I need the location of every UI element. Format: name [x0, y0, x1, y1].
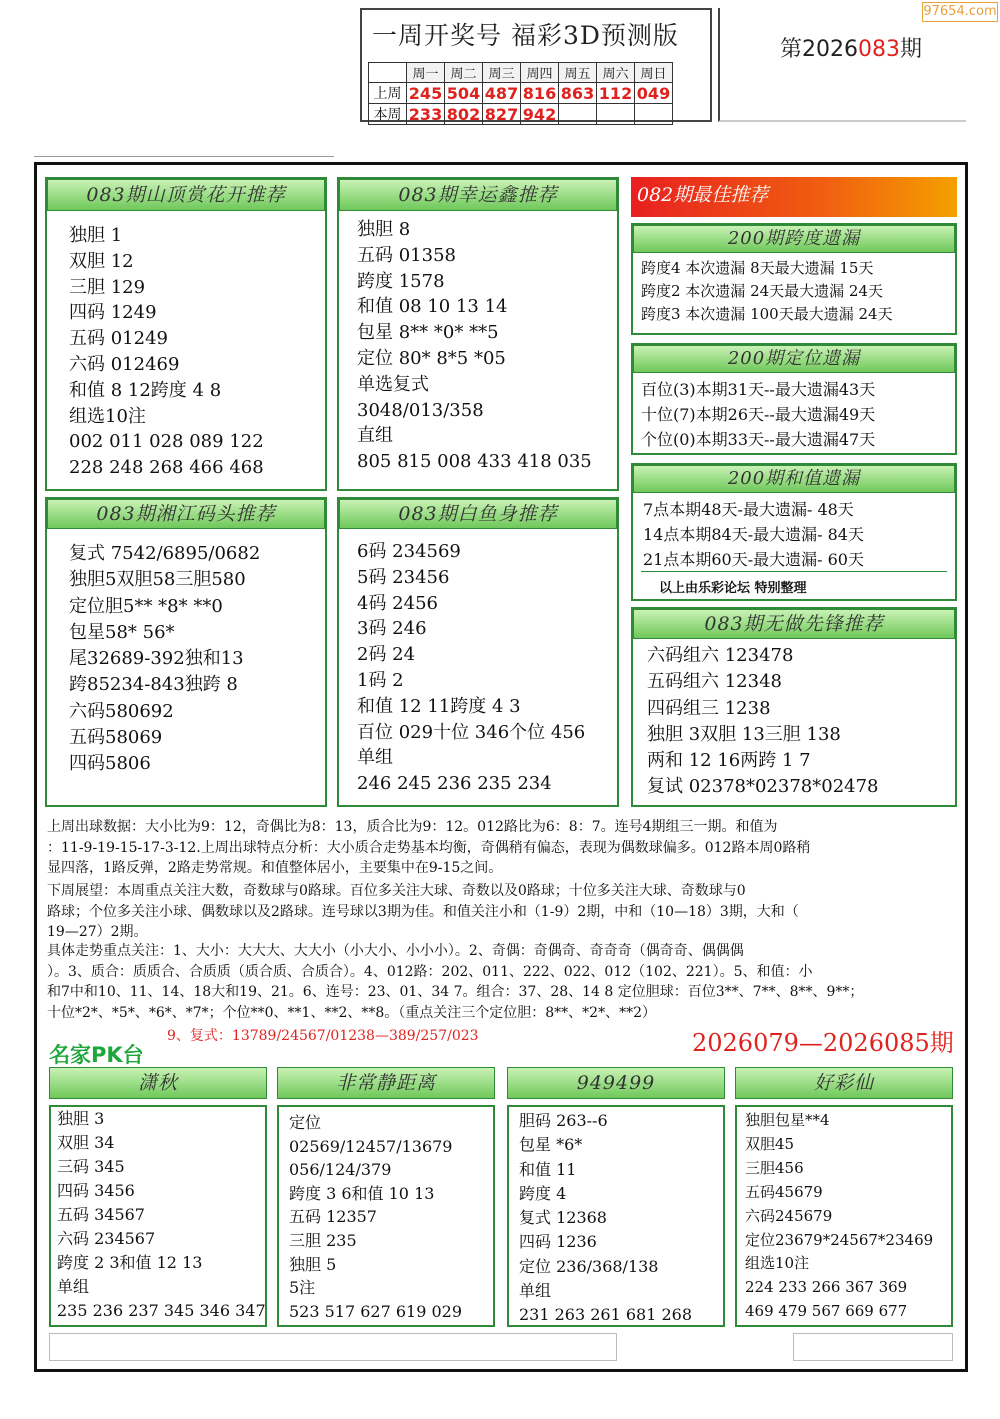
- text-line: 六码245679: [745, 1206, 833, 1225]
- text-line: 包星58* 56*: [69, 621, 175, 643]
- footer-bar: [49, 1333, 617, 1361]
- text-line: 和值 8 12跨度 4 8: [69, 379, 222, 401]
- text-line: 显四落，1路反弹，2路走势常规。和值整体居小，主要集中在9-15之间。: [47, 860, 503, 876]
- issue-box: [718, 8, 966, 122]
- expert-title: 潇秋: [49, 1067, 267, 1099]
- panel-lines: [357, 539, 585, 797]
- expert-panel-949499: [507, 1105, 725, 1327]
- text-line: 双胆45: [745, 1134, 795, 1153]
- draw-number: 863: [559, 83, 597, 104]
- panel-position-omission: [631, 343, 957, 455]
- text-line: 跨度 3 6和值 10 13: [289, 1183, 435, 1203]
- panel-title: 083期湘江码头推荐: [47, 499, 325, 529]
- panel-lines: [519, 1109, 692, 1328]
- text-line: 下周展望：本周重点关注大数，奇数球与0路球。百位多关注大球、奇数以及0路球；十位多关注大球、奇数球与0: [47, 883, 746, 899]
- text-line: 三胆 235: [289, 1230, 357, 1250]
- text-line: 五码 34567: [57, 1205, 145, 1224]
- text-line: 和值 12 11跨度 4 3: [357, 695, 521, 717]
- day-header: 周二: [445, 63, 483, 83]
- text-line: 跨度2 本次遗漏 24天最大遗漏 24天: [641, 282, 884, 300]
- expert-panel-xiaoqiu: [49, 1105, 267, 1327]
- panel-shanding: [45, 177, 327, 491]
- text-line: 单选复式: [357, 373, 429, 395]
- period-range: 2026079—2026085期: [692, 1029, 954, 1057]
- text-line: 231 263 261 681 268: [519, 1305, 693, 1325]
- text-line: 五码 12357: [289, 1207, 377, 1227]
- draw-number: 504: [445, 83, 483, 104]
- panel-xiangjiang: [45, 497, 327, 807]
- issue-number: 第2026083期: [780, 37, 923, 62]
- text-line: 五码 01249: [69, 328, 168, 350]
- text-line: 复式 7542/6895/0682: [69, 543, 261, 564]
- text-line: 定位胆5** *8* **0: [69, 595, 223, 617]
- text-line: 定位 80* 8*5 *05: [357, 347, 506, 369]
- panel-lines: [641, 257, 893, 326]
- text-line: 组选10注: [69, 405, 146, 427]
- text-line: 五码45679: [745, 1182, 823, 1201]
- weekly-draw-title: 一周开奖号 福彩3D预测版: [372, 21, 679, 50]
- text-line: 单组: [57, 1277, 90, 1296]
- panel-title: 200期跨度遗漏: [633, 225, 955, 253]
- panel-title: 083期无做先锋推荐: [633, 609, 955, 639]
- expert-title: 非常静距离: [277, 1067, 495, 1099]
- text-line: 四码 1249: [69, 302, 157, 324]
- text-line: 六码组六 123478: [647, 645, 794, 666]
- weekly-draw-table: [368, 62, 673, 125]
- expert-panel-haocaixian: [735, 1105, 953, 1327]
- draw-number: [597, 104, 635, 125]
- text-line: 五码58069: [69, 727, 163, 749]
- text-line: 三码 345: [57, 1157, 125, 1176]
- panel-title: 200期定位遗漏: [633, 345, 955, 373]
- row-label: 本周: [369, 104, 407, 125]
- text-line: 四码组三 1238: [647, 697, 771, 719]
- text-line: 两和 12 16两跨 1 7: [647, 750, 811, 772]
- panel-title: 083期山顶赏花开推荐: [47, 179, 325, 211]
- text-line: 单组: [357, 747, 393, 769]
- text-line: 5码 23456: [357, 566, 450, 588]
- text-line: 胆码 263--6: [519, 1111, 608, 1130]
- text-line: 2码 24: [357, 644, 416, 666]
- panel-lines: [643, 497, 864, 572]
- text-line: 复试 02378*02378*02478: [647, 776, 879, 798]
- text-line: 独胆 1: [69, 225, 123, 246]
- text-line: 和值 08 10 13 14: [357, 296, 508, 318]
- draw-number: 487: [483, 83, 521, 104]
- expert-title: 949499: [507, 1067, 725, 1099]
- analysis-compound: 9、复式：13789/24567/01238—389/257/023: [167, 1028, 479, 1044]
- analysis-last-week: [47, 817, 959, 879]
- day-header: 周日: [635, 63, 673, 83]
- text-line: 235 236 237 345 346 347: [57, 1301, 266, 1320]
- panel-xingyunxin: [337, 177, 619, 491]
- text-line: 4码 2456: [357, 592, 438, 614]
- text-line: 14点本期84天-最大遗漏- 84天: [643, 525, 864, 544]
- text-line: 十位(7)本期26天--最大遗漏49天: [641, 405, 876, 424]
- draw-number: 802: [445, 104, 483, 125]
- panel-title: 083期幸运鑫推荐: [339, 179, 617, 211]
- text-line: 523 517 627 619 029: [289, 1301, 463, 1321]
- text-line: 双胆 12: [69, 250, 134, 272]
- text-line: 百位 029十位 346个位 456: [357, 721, 586, 743]
- text-line: 21点本期60天-最大遗漏- 60天: [643, 550, 864, 569]
- text-line: 四码 3456: [57, 1181, 135, 1200]
- text-line: 7点本期48天-最大遗漏- 48天: [643, 500, 854, 519]
- text-line: 具体走势重点关注：1、大小：大大大、大大小（小大小、小小小）。2、奇偶：奇偶奇、奇奇奇（偶奇奇、偶偶偶: [47, 943, 744, 959]
- panel-lines: [57, 1107, 266, 1323]
- text-line: 和值 11: [519, 1159, 577, 1179]
- best-recommend-header: 082期最佳推荐: [631, 177, 957, 217]
- panel-title: 200期和值遗漏: [633, 465, 955, 493]
- text-line: 六码 234567: [57, 1229, 156, 1248]
- draw-number: 816: [521, 83, 559, 104]
- text-line: 五码组六 12348: [647, 671, 782, 693]
- analysis-focus: [47, 941, 959, 1023]
- text-line: 单组: [519, 1281, 552, 1301]
- text-line: 百位(3)本期31天--最大遗漏43天: [641, 380, 876, 399]
- text-line: 定位 236/368/138: [519, 1256, 659, 1276]
- panel-wuzuo: [631, 607, 957, 807]
- weekly-draw-box: [360, 8, 712, 122]
- panel-lines: [289, 1111, 462, 1323]
- panel-lines: [641, 377, 875, 452]
- text-line: 四码 1236: [519, 1232, 597, 1252]
- panel-lines: [647, 643, 879, 801]
- text-line: 224 233 266 367 369: [745, 1278, 908, 1297]
- text-line: 十位*2*、*5*、*6*、*7*；个位**0、**1、**2、**8。（重点关注三个定位胆：8**、*2*、**2）: [47, 1004, 656, 1021]
- expert-panel-feichang: [277, 1105, 495, 1327]
- text-line: 跨度 1578: [357, 270, 445, 292]
- row-label: 上周: [369, 83, 407, 104]
- text-line: 246 245 236 235 234: [357, 773, 552, 795]
- draw-number: [635, 104, 673, 125]
- text-line: 6码 234569: [357, 541, 461, 562]
- expert-title: 好彩仙: [735, 1067, 953, 1099]
- text-line: 直组: [357, 425, 393, 447]
- panel-lines: [357, 217, 592, 475]
- draw-number: 112: [597, 83, 635, 104]
- text-line: 独胆 3: [57, 1109, 105, 1128]
- panel-baiyushen: [337, 497, 619, 807]
- source-note: 以上由乐彩论坛 特别整理: [659, 581, 807, 596]
- text-line: 跨度4 本次遗漏 8天最大遗漏 15天: [641, 259, 874, 277]
- draw-number: 942: [521, 104, 559, 125]
- main-frame: [34, 162, 968, 1372]
- text-line: 尾32689-392独和13: [69, 648, 244, 670]
- text-line: 3048/013/358: [357, 399, 484, 421]
- draw-number: 049: [635, 83, 673, 104]
- text-line: 5注: [289, 1278, 316, 1298]
- text-line: 469 479 567 669 677: [745, 1302, 908, 1321]
- text-line: ）。3、质合：质质合、合质质（质合质、合质合）。4、012路：202、011、222、022、012（102、221）。5、和值：小: [47, 963, 813, 980]
- text-line: 六码 012469: [69, 353, 180, 375]
- draw-number: 245: [407, 83, 445, 104]
- day-header: 周四: [521, 63, 559, 83]
- text-line: 056/124/379: [289, 1160, 392, 1180]
- text-line: 上周出球数据：大小比为9：12，奇偶比为8：13，质合比为9：12。012路比为6：8：7。连号4期组三一期。和值为: [47, 819, 778, 835]
- text-line: 组选10注: [745, 1254, 810, 1273]
- day-header: 周六: [597, 63, 635, 83]
- text-line: 六码580692: [69, 700, 174, 722]
- day-header: 周三: [483, 63, 521, 83]
- text-line: 路球；个位多关注小球、偶数球以及2路球。连号球以3期为佳。和值关注小和（1-9）2期，中和（10—18）3期，大和（: [47, 903, 799, 920]
- text-line: 包星 8** *0* **5: [357, 322, 499, 344]
- panel-lines: [69, 541, 260, 778]
- day-header: 周一: [407, 63, 445, 83]
- text-line: 五码 01358: [357, 244, 456, 266]
- text-line: 228 248 268 466 468: [69, 457, 264, 479]
- pk-section-label: 名家PK台: [49, 1043, 144, 1067]
- text-line: 包星 *6*: [519, 1135, 583, 1155]
- footer-bar-right: [793, 1333, 953, 1361]
- text-line: 3码 246: [357, 618, 427, 640]
- draw-number: [559, 104, 597, 125]
- text-line: 复式 12368: [519, 1208, 607, 1228]
- text-line: 双胆 34: [57, 1133, 115, 1152]
- text-line: 三胆 129: [69, 276, 146, 298]
- text-line: 独胆5双胆58三胆580: [69, 569, 246, 591]
- text-line: 02569/12457/13679: [289, 1136, 453, 1156]
- panel-lines: [745, 1109, 933, 1324]
- text-line: 跨85234-843独跨 8: [69, 674, 238, 696]
- divider: [641, 571, 947, 572]
- draw-number: 827: [483, 104, 521, 125]
- panel-title: 083期白鱼身推荐: [339, 499, 617, 529]
- draw-number: 233: [407, 104, 445, 125]
- text-line: 和7中和10、11、14、18大和19、21。6、连号：23、01、34 7。组合：37、28、14 8 定位胆球：百位3**、7**、8**、9**；: [47, 984, 864, 1000]
- text-line: 跨度 4: [519, 1183, 567, 1203]
- panel-lines: [69, 223, 264, 481]
- text-line: 定位23679*24567*23469: [745, 1230, 934, 1249]
- text-line: 独胆包星**4: [745, 1111, 830, 1129]
- text-line: 1码 2: [357, 669, 404, 691]
- text-line: ：11-9-19-15-17-3-12.上周出球特点分析：大小质合走势基本均衡，奇偶稍有偏态，表现为偶数球偏多。012路本周0路稍: [47, 839, 811, 856]
- analysis-outlook: [47, 881, 959, 943]
- text-line: 跨度3 本次遗漏 100天最大遗漏 24天: [641, 305, 893, 323]
- text-line: 002 011 028 089 122: [69, 431, 264, 453]
- text-line: 定位: [289, 1113, 322, 1132]
- text-line: 跨度 2 3和值 12 13: [57, 1253, 203, 1272]
- text-line: 三胆456: [745, 1158, 804, 1177]
- text-line: 805 815 008 433 418 035: [357, 451, 592, 473]
- divider: [34, 156, 334, 157]
- panel-span-omission: [631, 223, 957, 335]
- day-header: 周五: [559, 63, 597, 83]
- text-line: 四码5806: [69, 753, 151, 775]
- text-line: 19—27）2期。: [47, 924, 148, 940]
- text-line: 独胆 3双胆 13三胆 138: [647, 723, 841, 745]
- site-watermark: 97654.com: [922, 2, 998, 22]
- panel-sum-omission: [631, 463, 957, 601]
- text-line: 独胆 5: [289, 1254, 337, 1274]
- text-line: 独胆 8: [357, 219, 411, 240]
- text-line: 个位(0)本期33天--最大遗漏47天: [641, 430, 876, 449]
